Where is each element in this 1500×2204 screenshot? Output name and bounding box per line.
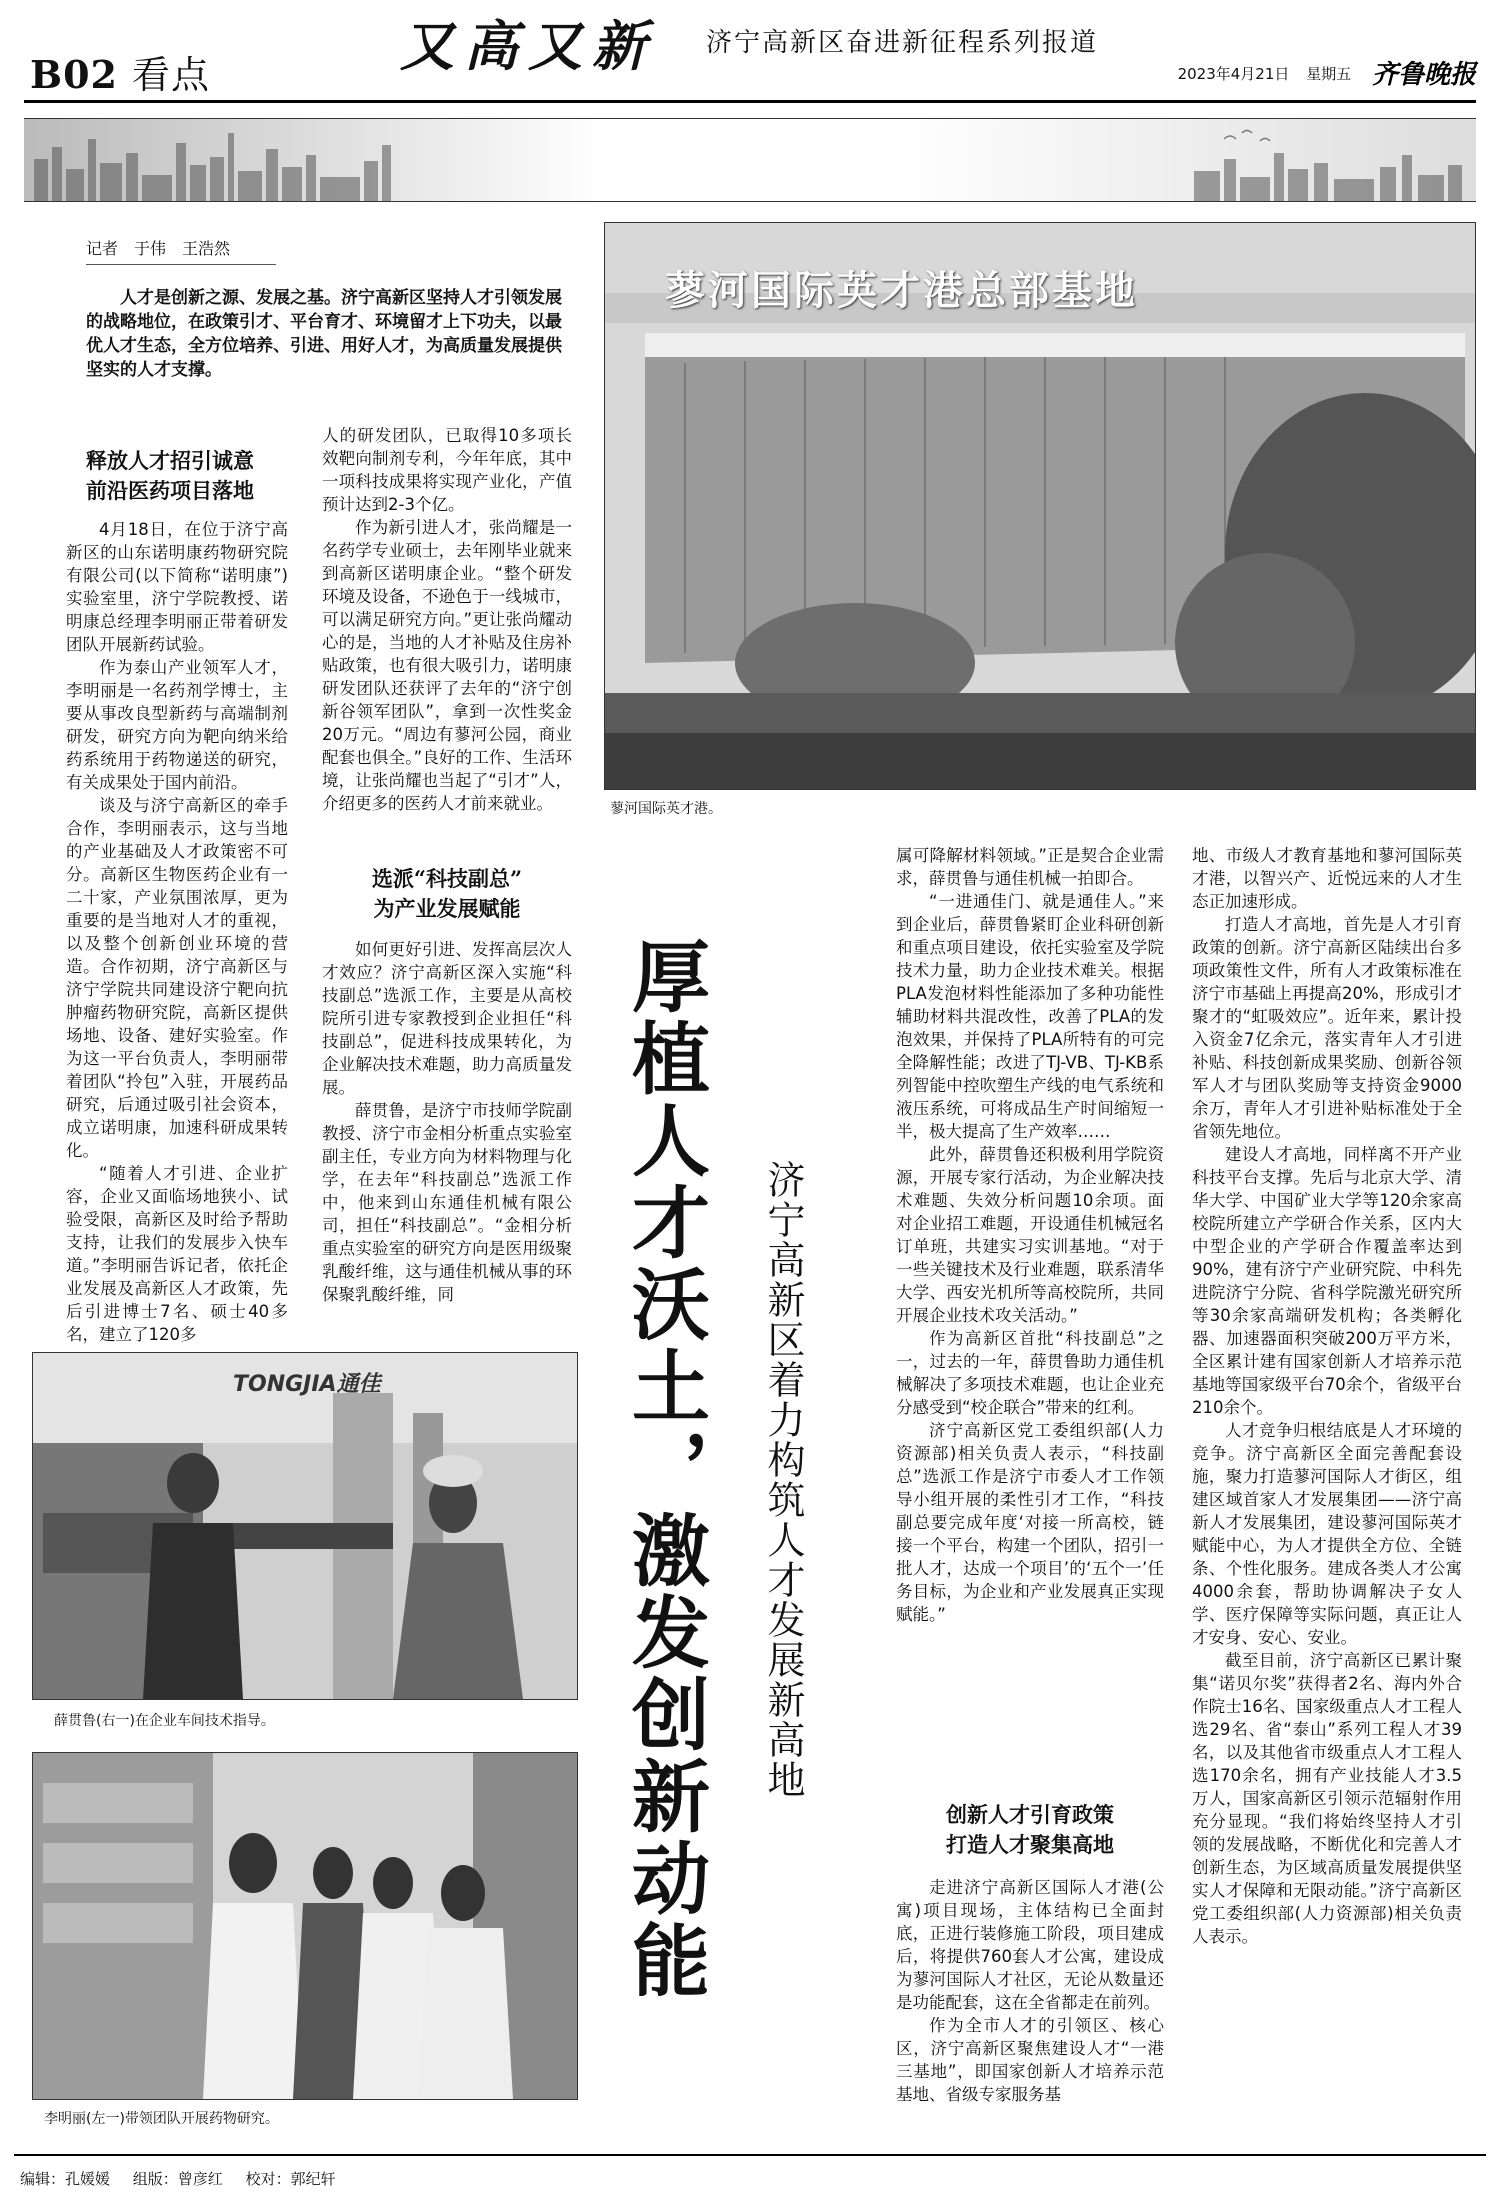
issue-weekday: 星期五 [1306,65,1352,83]
layout-credit: 组版：曾彦红 [132,2170,223,2188]
section1-heading-line2: 前沿医药项目落地 [86,478,254,503]
main-headline: 厚植人才沃土，激发创新动能 [619,936,710,2002]
photo-lab [32,1752,578,2100]
section2-heading-line2: 为产业发展赋能 [373,896,521,921]
page-number: B02 看点 [30,52,211,97]
paragraph: 人才竞争归根结底是人才环境的竞争。济宁高新区全面完善配套设施，聚力打造蓼河国际人才街区，组建区域首家人才发展集团——济宁高新人才发展集团，建设蓼河国际英才赋能中心，为人才提供全方位、全链条、个性化服务。建成各类人才公寓4000余套，帮助协调解决子女人学、医疗保障等实际问题，真正让人才安身、安心、安业。 [1192,1421,1462,1647]
paragraph: 建设人才高地，同样离不开产业科技平台支撑。先后与北京大学、清华大学、中国矿业大学等120余家高校院所建立产学研合作关系，区内大中型企业的产学研合作覆盖率达到90%，建有济宁产业研究院、中科先进院济宁分院、省科学院激光研究所等30余家高端研发机构；各类孵化器、加速器面积突破200万平方米，全区累计建有国家创新人才培养示范基地等国家级平台70余个，省级平台210余个。 [1192,1145,1462,1417]
byline: 记者 于伟 王浩然 [86,239,231,258]
dateline [1166,54,1476,91]
column-2 [322,424,572,815]
skyline-graphic [24,119,1476,201]
workshop-image [33,1353,577,1699]
column-1 [66,518,288,1346]
paragraph: 如何更好引进、发挥高层次人才效应？济宁高新区深入实施“科技副总”选派工作，主要是从高校院所引进专家教授到企业担任“科技副总”，促进科技成果转化，为企业解决技术难题，助力高质量发展。 [322,940,572,1097]
paragraph: “一进通佳门、就是通佳人。”来到企业后，薛贯鲁紧盯企业科研创新和重点项目建设，依托实验室及学院技术力量，助力企业技术难关。根据PLA发泡材料性能添加了多种功能性辅助材料共混改性，改善了PLA的发泡效果，并保持了PLA所特有的可完全降解性能；改进了TJ-VB、TJ-KB系列智能中控吹塑生产线的电气系统和液压系统，可将成品生产时间缩短一半，极大提高了生产效率…… [896,892,1164,1141]
section2-heading [322,864,572,924]
paragraph: 此外，薛贯鲁还积极利用学院资源，开展专家行活动，为企业解决技术难题、失效分析问题10余项。面对企业招工难题，开设通佳机械冠名订单班，共建实习实训基地。“对于一些关键技术及行业难题，联系清华大学、西安光机所等高校院所，共同开展企业技术攻关活动。” [896,1145,1164,1325]
paragraph: 作为泰山产业领军人才，李明丽是一名药剂学博士，主要从事改良型新药与高端制剂研发，研究方向为靶向纳米给药系统用于药物递送的研究，有关成果处于国内前沿。 [66,658,288,792]
section3-heading-line2: 打造人才聚集高地 [946,1832,1114,1857]
editor-credit: 编辑：孔媛媛 [20,2170,111,2188]
paragraph: 截至目前，济宁高新区已累计聚集“诺贝尔奖”获得者2名、海内外合作院士16名、国家级重点人才工程人选29名、省“泰山”系列工程人才39名，以及其他省市级重点人才工程人选170余名，拥有产业技能人才3.5万人，国家高新区引领示范辐射作用充分显现。“我们将始终坚持人才引领的发展战略，不断优化和完善人才创新生态，为区域高质量发展提供坚实人才保障和无限动能。”济宁高新区党工委组织部(人力资源部)相关负责人表示。 [1192,1651,1462,1946]
lead-paragraph: 人才是创新之源、发展之基。济宁高新区坚持人才引领发展的战略地位，在政策引才、平台育才、环境留才上下功夫，以最优人才生态，全方位培养、引进、用好人才，为高质量发展提供坚实的人才支撑。 [86,288,562,380]
paragraph: 地、市级人才教育基地和蓼河国际英才港，以智兴产、近悦远来的人才生态正加速形成。 [1192,846,1462,911]
paragraph: 谈及与济宁高新区的牵手合作，李明丽表示，这与当地的产业基础及人才政策密不可分。高新区生物医药企业有一二十家，产业氛围浓厚，更为重要的是当地对人才的重视，以及整个创新创业环境的营造。合作初期，济宁高新区与济宁学院共同建设济宁靶向抗肿瘤药物研究院，高新区提供场地、设备、建好实验室。作为这一平台负责人，李明丽带着团队“拎包”入驻，开展药品研究，后通过吸引社会资本，成立诺明康，加速科研成果转化。 [66,796,288,1160]
section3-heading-line1: 创新人才引育政策 [946,1802,1114,1827]
paragraph: 人的研发团队，已取得10多项长效靶向制剂专利，今年年底，其中一项科技成果将实现产业化，产值预计达到2-3个亿。 [322,426,572,514]
photo-talent-port [604,222,1476,790]
section1-heading-line1: 释放人才招引诚意 [86,448,254,473]
column-4 [896,844,1164,1626]
section1-heading [30,446,310,506]
paragraph: 作为全市人才的引领区、核心区，济宁高新区聚焦建设人才“一港三基地”，即国家创新人才培养示范基地、省级专家服务基 [896,2016,1164,2104]
building-sign: 蓼河国际英才港总部基地 [665,267,1138,314]
caption-photo-3: 李明丽(左一)带领团队开展药物研究。 [44,2111,279,2127]
series-title: 又高又新 [400,14,656,78]
photo-workshop [32,1352,578,1700]
lab-image [33,1753,577,2099]
paragraph: 走进济宁高新区国际人才港(公寓)项目现场，主体结构已全面封底，正进行装修施工阶段，项目建成后，将提供760套人才公寓，建设成为蓼河国际人才社区，无论从数量还是功能配套，这在全省都走在前列。 [896,1878,1164,2012]
column-4b [896,1876,1164,2106]
issue-date: 2023年4月21日 [1177,65,1290,83]
section3-heading [896,1800,1164,1860]
caption-main-photo: 蓼河国际英才港。 [610,801,722,817]
footer-rule [14,2154,1486,2156]
column-5 [1192,844,1462,1948]
paragraph: 作为高新区首批“科技副总”之一，过去的一年，薛贯鲁助力通佳机械解决了多项技术难题，也让企业充分感受到“校企联合”带来的红利。 [896,1329,1164,1417]
paragraph: 济宁高新区党工委组织部(人力资源部)相关负责人表示，“科技副总”选派工作是济宁市委人才工作领导小组开展的柔性引才工作，“科技副总要完成年度‘对接一所高校，链接一个平台，构建一个团队，招引一批人才，达成一个项目’的‘五个一’任务目标，为企业和产业发展真正实现赋能。” [896,1421,1164,1624]
paragraph: 作为新引进人才，张尚耀是一名药学专业硕士，去年刚毕业就来到高新区诺明康企业。“整个研发环境及设备，不逊色于一线城市，可以满足研究方向。”更让张尚耀动心的是，当地的人才补贴及住房补贴政策，也有很大吸引力，诺明康研发团队还获评了去年的“济宁创新谷领军团队”，拿到一次性奖金20万元。“周边有蓼河公园，商业配套也俱全。”良好的工作、生活环境，让张尚耀也当起了“引才”人，介绍更多的医药人才前来就业。 [322,518,572,813]
section-name: 看点 [132,53,211,97]
paragraph: 4月18日，在位于济宁高新区的山东诺明康药物研究院有限公司(以下简称“诺明康”)实验室里，济宁学院教授、诺明康总经理李明丽正带着研发团队开展新药试验。 [66,520,288,654]
newspaper-logo: 齐鲁晚报 [1371,60,1476,90]
caption-photo-2: 薛贯鲁(右一)在企业车间技术指导。 [54,1713,275,1729]
paragraph: 打造人才高地，首先是人才引育政策的创新。济宁高新区陆续出台多项政策性文件，所有人才政策标准在济宁市基础上再提高20%，形成引才聚才的“虹吸效应”。近年来，累计投入资金7亿余元，落实青年人才引进补贴、科技创新成果奖励、创新谷领军人才与团队奖励等支持资金9000余万，青年人才引进补贴标准处于全省领先地位。 [1192,915,1462,1141]
paragraph: 薛贯鲁，是济宁市技师学院副教授、济宁市金相分析重点实验室副主任，专业方向为材料物理与化学，在去年“科技副总”选派工作中，他来到山东通佳机械有限公司，担任“科技副总”。“金相分析重点实验室的研究方向是医用级聚乳酸纤维，这与通佳机械从事的环保聚乳酸纤维，同 [322,1101,572,1304]
footer-credits [20,2168,336,2189]
proof-credit: 校对：郭纪轩 [245,2170,336,2188]
column-2b [322,938,572,1306]
byline-rule [86,264,276,265]
paragraph: “随着人才引进、企业扩容，企业又面临场地狭小、试验受限，高新区及时给予帮助支持，让我们的发展步入快车道。”李明丽告诉记者，依托企业发展及高新区人才政策，先后引进博士7名、硕士40多名，建立了120多 [66,1164,288,1344]
series-banner [24,118,1476,202]
header-rule [24,100,1476,103]
paragraph: 属可降解材料领域。”正是契合企业需求，薛贯鲁与通佳机械一拍即合。 [896,846,1164,888]
series-subtitle: 济宁高新区奋进新征程系列报道 [706,28,1099,58]
main-subheadline: 济宁高新区着力构筑人才发展新高地 [761,1160,805,1800]
section2-heading-line1: 选派“科技副总” [371,866,523,891]
machine-brand: TONGJIA通佳 [233,1372,381,1397]
